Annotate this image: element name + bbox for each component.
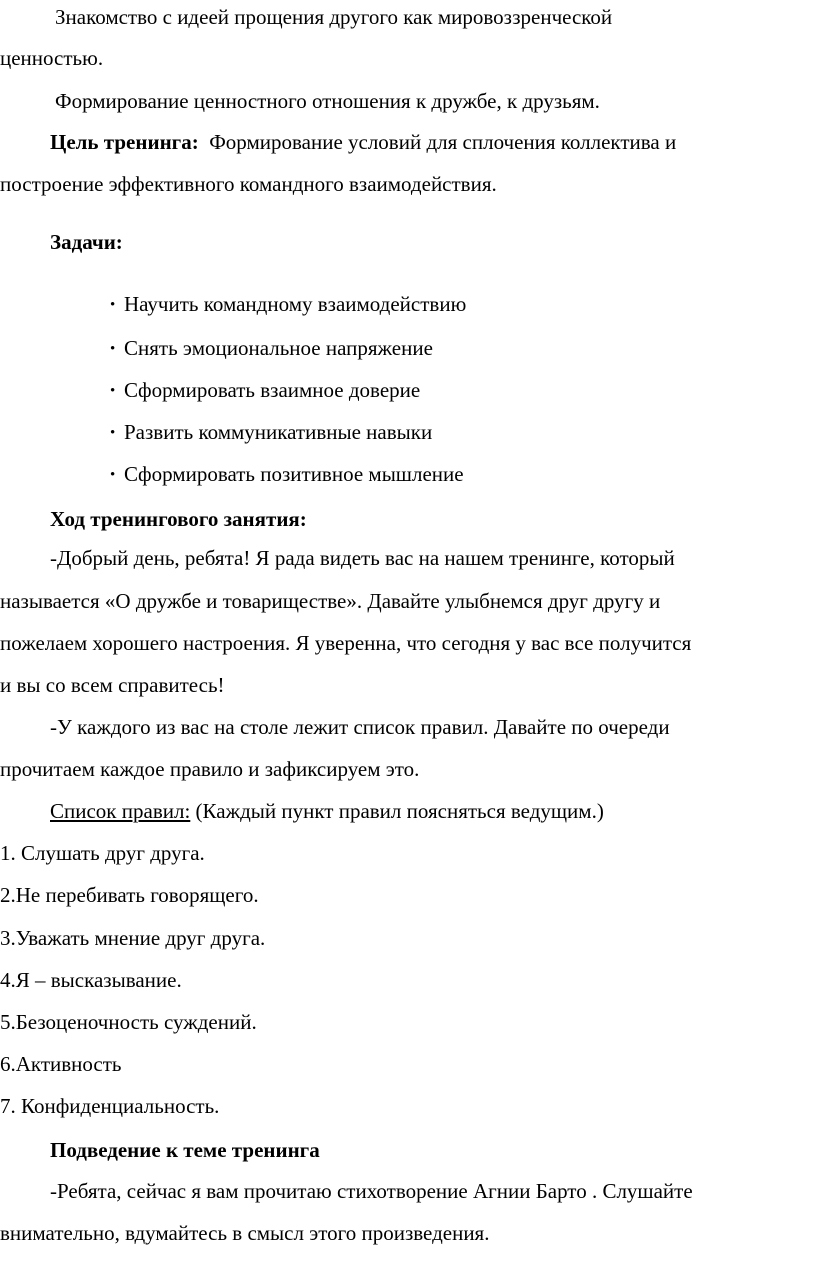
- goal-label: Цель тренинга:: [50, 130, 199, 154]
- list-item: 4.Я – высказывание.: [0, 968, 182, 992]
- bullet-icon: •: [110, 383, 116, 399]
- tasks-title: Задачи:: [50, 230, 123, 254]
- rules-intro-line-2: прочитаем каждое правило и зафиксируем это.: [0, 757, 420, 781]
- goal-text-1: Формирование условий для сплочения коллектива и: [209, 130, 677, 154]
- rules-heading: [50, 798, 604, 824]
- list-item: 6.Активность: [0, 1052, 122, 1076]
- greeting-line-2: называется «О дружбе и товариществе». Давайте улыбнемся друг другу и: [0, 589, 661, 613]
- list-item: • Сформировать позитивное мышление: [110, 462, 464, 486]
- summary-line-1: -Ребята, сейчас я вам прочитаю стихотворение Агнии Барто . Слушайте: [50, 1179, 693, 1203]
- list-item: 5.Безоценочность суждений.: [0, 1010, 257, 1034]
- summary-line-2: внимательно, вдумайтесь в смысл этого произведения.: [0, 1221, 490, 1245]
- bullet-icon: •: [110, 467, 116, 483]
- rules-label: Список правил:: [50, 799, 191, 823]
- greeting-line-4: и вы со всем справитесь!: [0, 673, 225, 697]
- greeting-line-3: пожелаем хорошего настроения. Я уверенна, что сегодня у вас все получится: [0, 631, 692, 655]
- goal-line: [50, 129, 676, 155]
- intro-line-1: Знакомство с идеей прощения другого как мировоззренческой: [55, 5, 613, 29]
- bullet-icon: •: [110, 341, 116, 357]
- summary-title: Подведение к теме тренинга: [50, 1138, 320, 1162]
- list-item: 3.Уважать мнение друг друга.: [0, 926, 266, 950]
- list-item: • Снять эмоциональное напряжение: [110, 336, 433, 360]
- list-item: • Развить коммуникативные навыки: [110, 420, 433, 444]
- intro-line-2: ценностью.: [0, 46, 104, 70]
- list-item: 1. Слушать друг друга.: [0, 841, 205, 865]
- list-item: • Научить командному взаимодействию: [110, 292, 467, 316]
- intro-line-3: Формирование ценностного отношения к дружбе, к друзьям.: [55, 89, 600, 113]
- rules-note: (Каждый пункт правил поясняться ведущим.): [195, 799, 604, 823]
- list-item: 2.Не перебивать говорящего.: [0, 883, 259, 907]
- list-item: 7. Конфиденциальность.: [0, 1094, 220, 1118]
- goal-text-2: построение эффективного командного взаимодействия.: [0, 172, 497, 196]
- greeting-line-1: -Добрый день, ребята! Я рада видеть вас на нашем тренинге, который: [50, 546, 675, 570]
- bullet-icon: •: [110, 425, 116, 441]
- bullet-icon: •: [110, 297, 116, 313]
- course-title: Ход тренингового занятия:: [50, 507, 307, 531]
- rules-intro-line-1: -У каждого из вас на столе лежит список правил. Давайте по очереди: [50, 715, 670, 739]
- list-item: • Сформировать взаимное доверие: [110, 378, 421, 402]
